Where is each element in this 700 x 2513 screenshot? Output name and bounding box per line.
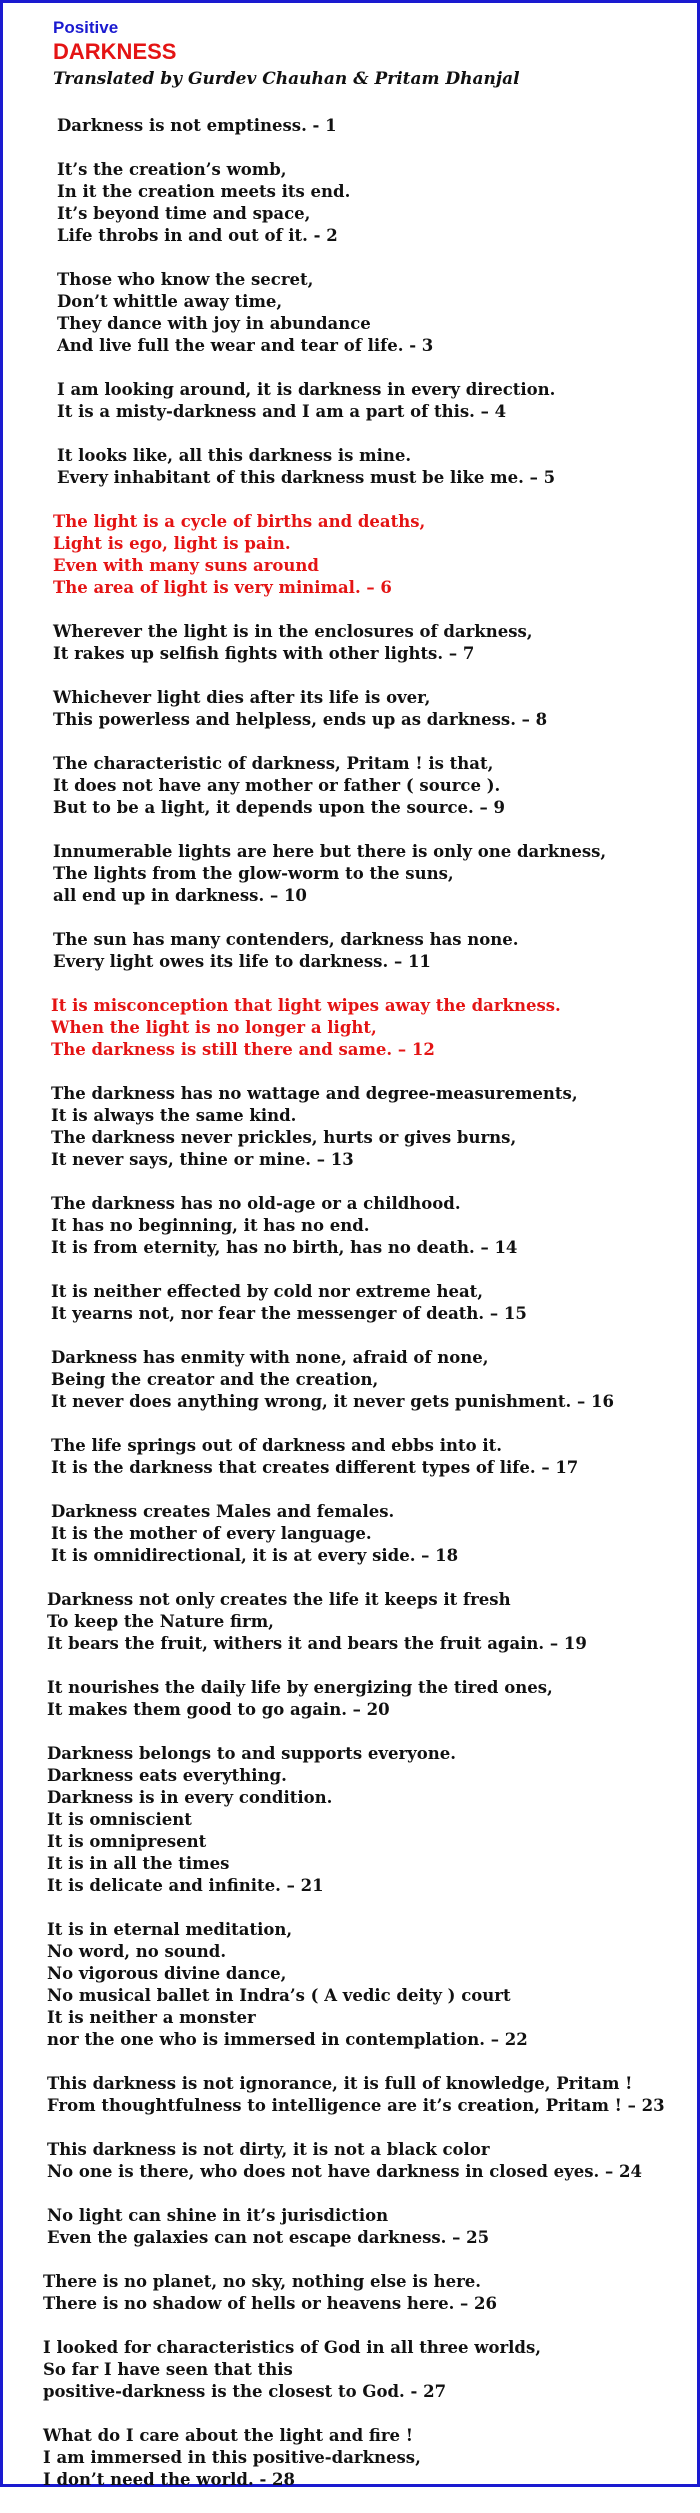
poem-line: Wherever the light is in the enclosures of darkness, [53, 622, 533, 641]
poem-line: Even with many suns around [53, 556, 319, 575]
poem-line: It looks like, all this darkness is mine. [57, 446, 412, 465]
stanza [53, 929, 693, 973]
poem-line: positive-darkness is the closest to God. - 27 [43, 2382, 447, 2401]
poem-line: Light is ego, light is pain. [53, 534, 291, 553]
poem-line: What do I care about the light and fire ! [43, 2426, 414, 2445]
stanza [51, 1281, 693, 1325]
poem-line: But to be a light, it depends upon the source. – 9 [53, 798, 505, 817]
translator-credit: Translated by Gurdev Chauhan & Pritam Dhanjal [53, 69, 520, 89]
poem-line: No one is there, who does not have darkness in closed eyes. – 24 [47, 2162, 642, 2181]
stanza [47, 1677, 693, 1721]
poem-line: It does not have any mother or father ( source ). [53, 776, 501, 795]
poem-line: Darkness is not emptiness. - 1 [57, 116, 337, 135]
poem-line: The life springs out of darkness and ebbs into it. [51, 1436, 502, 1455]
poem-line: This darkness is not dirty, it is not a black color [47, 2140, 490, 2159]
stanza [47, 1589, 693, 1655]
poem-line: The darkness is still there and same. – 12 [51, 1040, 435, 1059]
poem-line: It’s beyond time and space, [57, 204, 311, 223]
poem-line: I am looking around, it is darkness in every direction. [57, 380, 556, 399]
poem-line: It is misconception that light wipes away the darkness. [51, 996, 561, 1015]
poem-line: The darkness has no old-age or a childhood. [51, 1194, 461, 1213]
poem-line: It is neither a monster [47, 2008, 256, 2027]
poem-line: The sun has many contenders, darkness has none. [53, 930, 519, 949]
poem-line: It rakes up selfish fights with other lights. – 7 [53, 644, 475, 663]
poem-line: It is a misty-darkness and I am a part of this. – 4 [57, 402, 507, 421]
stanza [47, 2139, 693, 2183]
poem-line: The darkness has no wattage and degree-measurements, [51, 1084, 578, 1103]
stanza [47, 1743, 693, 1897]
poem-line: So far I have seen that this [43, 2360, 293, 2379]
stanza [57, 379, 693, 423]
stanza [57, 159, 693, 247]
poem-line: It makes them good to go again. – 20 [47, 1700, 390, 1719]
poem-line: It never does anything wrong, it never gets punishment. – 16 [51, 1392, 614, 1411]
poem-line: It bears the fruit, withers it and bears the fruit again. – 19 [47, 1634, 587, 1653]
poem-line: It yearns not, nor fear the messenger of death. – 15 [51, 1304, 527, 1323]
poem-line: It is from eternity, has no birth, has no death. – 14 [51, 1238, 518, 1257]
poem-line: Innumerable lights are here but there is only one darkness, [53, 842, 607, 861]
category-label: Positive [53, 18, 119, 37]
poem-line: Darkness has enmity with none, afraid of none, [51, 1348, 489, 1367]
poem-document [43, 17, 693, 2513]
stanza [57, 115, 693, 137]
poem-line: Whichever light dies after its life is over, [53, 688, 431, 707]
poem-line: It is the mother of every language. [51, 1524, 372, 1543]
poem-line: It is omniscient [47, 1810, 192, 1829]
stanza [53, 687, 693, 731]
poem-line: This powerless and helpless, ends up as darkness. – 8 [53, 710, 548, 729]
poem-line: I looked for characteristics of God in all three worlds, [43, 2338, 541, 2357]
poem-line: To keep the Nature firm, [47, 1612, 274, 1631]
stanza [51, 1193, 693, 1259]
poem-line: There is no shadow of hells or heavens here. – 26 [43, 2294, 498, 2313]
poem-line: Even the galaxies can not escape darkness. – 25 [47, 2228, 490, 2247]
stanza [51, 1083, 693, 1171]
stanza [53, 841, 693, 907]
poem-line: No light can shine in it’s jurisdiction [47, 2206, 389, 2225]
poem-line: It’s the creation’s womb, [57, 160, 287, 179]
poem-line: The light is a cycle of births and deaths, [53, 512, 426, 531]
stanza [53, 621, 693, 665]
poem-line: Darkness belongs to and supports everyone. [47, 1744, 456, 1763]
poem-line: Those who know the secret, [57, 270, 314, 289]
poem-body [43, 115, 693, 2491]
poem-line: Don’t whittle away time, [57, 292, 283, 311]
poem-line: When the light is no longer a light, [51, 1018, 377, 1037]
poem-line: It is in all the times [47, 1854, 230, 1873]
poem-line: And live full the wear and tear of life. - 3 [57, 336, 434, 355]
poem-title: DARKNESS [53, 39, 177, 64]
highlighted-stanza [51, 995, 693, 1061]
poem-line: I don’t need the world. - 28 [43, 2470, 295, 2489]
poem-line: Darkness creates Males and females. [51, 1502, 395, 1521]
stanza [53, 753, 693, 819]
poem-line: From thoughtfulness to intelligence are it’s creation, Pritam ! – 23 [47, 2096, 665, 2115]
poem-line: No vigorous divine dance, [47, 1964, 287, 1983]
poem-line: I am immersed in this positive-darkness, [43, 2448, 421, 2467]
poem-line: It is omnidirectional, it is at every side. – 18 [51, 1546, 459, 1565]
stanza [57, 445, 693, 489]
stanza [47, 2073, 693, 2117]
stanza [51, 1347, 693, 1413]
poem-line: Darkness is in every condition. [47, 1788, 333, 1807]
poem-line: The area of light is very minimal. – 6 [53, 578, 392, 597]
poem-line: all end up in darkness. – 10 [53, 886, 307, 905]
poem-line: No word, no sound. [47, 1942, 227, 1961]
poem-line: There is no planet, no sky, nothing else is here. [43, 2272, 482, 2291]
poem-line: Every inhabitant of this darkness must be like me. – 5 [57, 468, 556, 487]
poem-line: Darkness not only creates the life it keeps it fresh [47, 1590, 511, 1609]
poem-line: It is neither effected by cold nor extreme heat, [51, 1282, 483, 1301]
stanza [43, 2425, 693, 2491]
poem-line: This darkness is not ignorance, it is full of knowledge, Pritam ! [47, 2074, 633, 2093]
stanza [57, 269, 693, 357]
poem-line: It is omnipresent [47, 1832, 207, 1851]
stanza [43, 2271, 693, 2315]
stanza [43, 2337, 693, 2403]
poem-line: Life throbs in and out of it. - 2 [57, 226, 338, 245]
poem-line: It is the darkness that creates different types of life. – 17 [51, 1458, 579, 1477]
highlighted-stanza [53, 511, 693, 599]
stanza [47, 1919, 693, 2051]
poem-line: It is in eternal meditation, [47, 1920, 293, 1939]
stanza [47, 2205, 693, 2249]
poem-line: Darkness eats everything. [47, 1766, 287, 1785]
poem-line: The characteristic of darkness, Pritam ! is that, [53, 754, 494, 773]
poem-line: Every light owes its life to darkness. – 11 [53, 952, 431, 971]
poem-line: It nourishes the daily life by energizing the tired ones, [47, 1678, 553, 1697]
poem-line: The darkness never prickles, hurts or gives burns, [51, 1128, 517, 1147]
poem-line: In it the creation meets its end. [57, 182, 351, 201]
poem-line: It is always the same kind. [51, 1106, 297, 1125]
stanza [51, 1435, 693, 1479]
poem-line: It has no beginning, it has no end. [51, 1216, 370, 1235]
poem-line: It never says, thine or mine. – 13 [51, 1150, 354, 1169]
poem-line: The lights from the glow-worm to the suns, [53, 864, 454, 883]
stanza [51, 1501, 693, 1567]
poem-line: nor the one who is immersed in contemplation. – 22 [47, 2030, 528, 2049]
poem-line: It is delicate and infinite. – 21 [47, 1876, 324, 1895]
poem-line: Being the creator and the creation, [51, 1370, 379, 1389]
poem-line: No musical ballet in Indra’s ( A vedic deity ) court [47, 1986, 511, 2005]
poem-line: They dance with joy in abundance [57, 314, 371, 333]
